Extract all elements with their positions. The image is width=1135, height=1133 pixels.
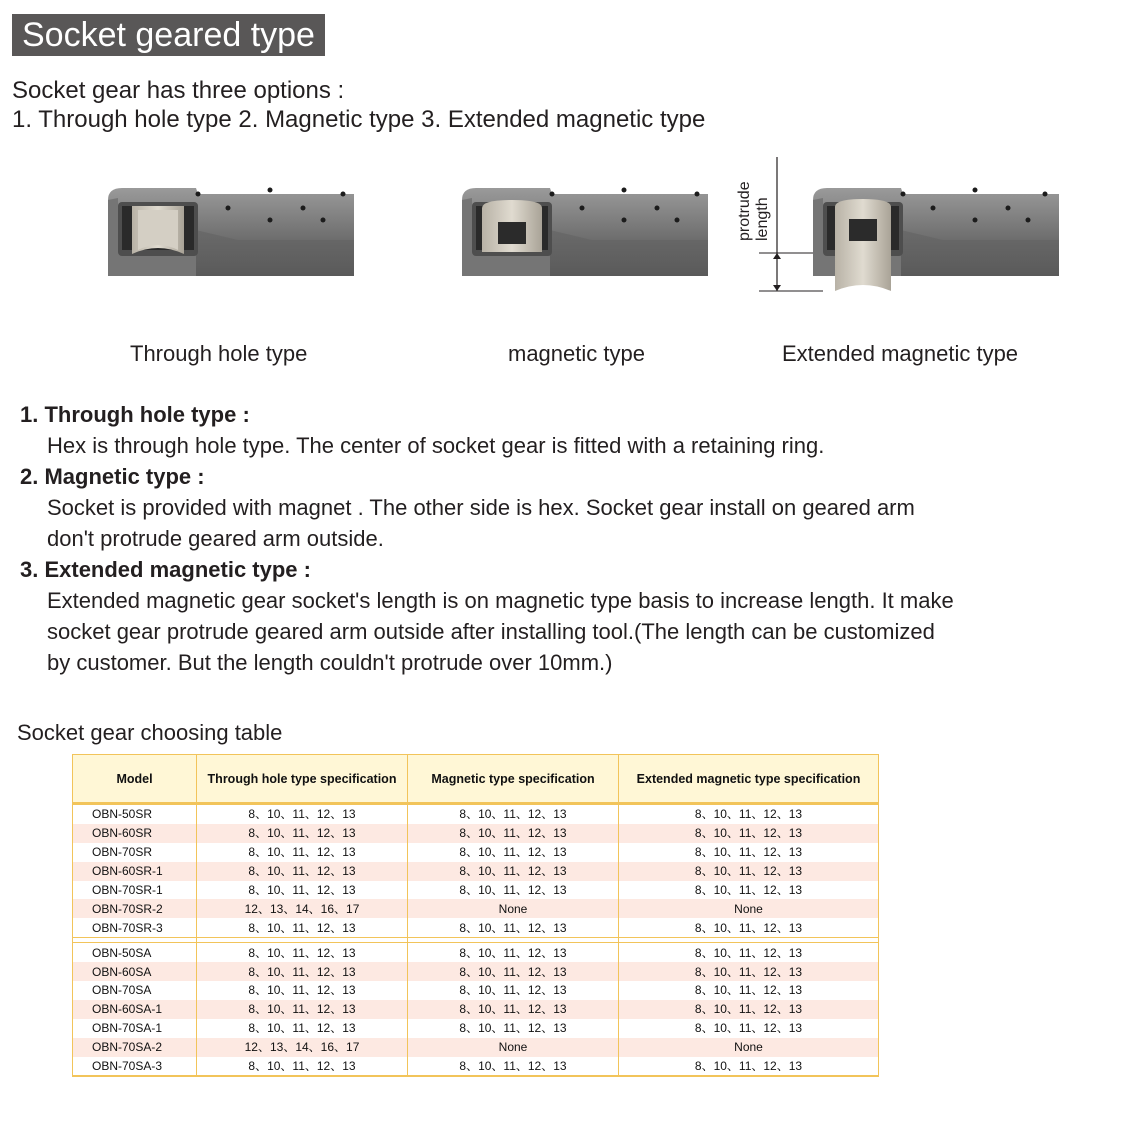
socket-gear-table bbox=[72, 754, 878, 1077]
table-title: Socket gear choosing table bbox=[17, 720, 283, 745]
desc-magnetic-line-1: Socket is provided with magnet . The other side is hex. Socket gear install on geared arm bbox=[47, 495, 915, 520]
cell-extended-magnetic: 8、10、11、12、13 bbox=[619, 881, 879, 900]
header-model: Model bbox=[73, 755, 197, 804]
cell-extended-magnetic: 8、10、11、12、13 bbox=[619, 843, 879, 862]
cell-model: OBN-70SA-1 bbox=[73, 1019, 197, 1038]
intro bbox=[12, 76, 705, 134]
cell-through-hole: 8、10、11、12、13 bbox=[197, 918, 408, 937]
extended-magnetic-figure bbox=[733, 155, 1063, 300]
caption-magnetic: magnetic type bbox=[508, 341, 645, 366]
cell-through-hole: 8、10、11、12、13 bbox=[197, 962, 408, 981]
cell-extended-magnetic: 8、10、11、12、13 bbox=[619, 981, 879, 1000]
cell-magnetic: 8、10、11、12、13 bbox=[408, 1019, 619, 1038]
table-row bbox=[73, 881, 879, 900]
table-row bbox=[73, 1000, 879, 1019]
cell-through-hole: 8、10、11、12、13 bbox=[197, 804, 408, 824]
table-row bbox=[73, 843, 879, 862]
table-body bbox=[73, 804, 879, 1077]
cell-magnetic: None bbox=[408, 899, 619, 918]
cell-magnetic: 8、10、11、12、13 bbox=[408, 881, 619, 900]
desc-extended-line-1: Extended magnetic gear socket's length is on magnetic type basis to increase length. It make bbox=[47, 588, 954, 613]
cell-model: OBN-60SR-1 bbox=[73, 862, 197, 881]
cell-through-hole: 8、10、11、12、13 bbox=[197, 1019, 408, 1038]
cell-magnetic: None bbox=[408, 1038, 619, 1057]
protrude-label-1: protrude bbox=[736, 181, 753, 241]
table-row bbox=[73, 862, 879, 881]
table-row bbox=[73, 804, 879, 824]
desc-extended-line-3: by customer. But the length couldn't protrude over 10mm.) bbox=[47, 650, 613, 675]
through-hole-figure bbox=[108, 150, 358, 280]
cell-magnetic: 8、10、11、12、13 bbox=[408, 843, 619, 862]
cell-through-hole: 12、13、14、16、17 bbox=[197, 899, 408, 918]
cell-magnetic: 8、10、11、12、13 bbox=[408, 824, 619, 843]
cell-extended-magnetic: None bbox=[619, 1038, 879, 1057]
cell-model: OBN-70SR bbox=[73, 843, 197, 862]
table-row bbox=[73, 824, 879, 843]
type-descriptions bbox=[20, 399, 1120, 678]
cell-through-hole: 8、10、11、12、13 bbox=[197, 1000, 408, 1019]
cell-magnetic: 8、10、11、12、13 bbox=[408, 862, 619, 881]
heading-through-hole: 1. Through hole type : bbox=[20, 402, 250, 427]
magnetic-figure bbox=[462, 150, 712, 280]
cell-extended-magnetic: 8、10、11、12、13 bbox=[619, 943, 879, 962]
protrude-label-2: length bbox=[754, 197, 771, 241]
cell-extended-magnetic: 8、10、11、12、13 bbox=[619, 962, 879, 981]
cell-model: OBN-70SA bbox=[73, 981, 197, 1000]
desc-through-hole-line-1: Hex is through hole type. The center of socket gear is fitted with a retaining ring. bbox=[47, 433, 825, 458]
cell-magnetic: 8、10、11、12、13 bbox=[408, 1057, 619, 1077]
intro-line-2: 1. Through hole type 2. Magnetic type 3. Extended magnetic type bbox=[12, 106, 706, 133]
cell-magnetic: 8、10、11、12、13 bbox=[408, 1000, 619, 1019]
cell-magnetic: 8、10、11、12、13 bbox=[408, 804, 619, 824]
header-through-hole: Through hole type specification bbox=[197, 755, 408, 804]
cell-magnetic: 8、10、11、12、13 bbox=[408, 918, 619, 937]
cell-through-hole: 8、10、11、12、13 bbox=[197, 881, 408, 900]
table-header-row bbox=[73, 755, 879, 804]
header-extended-magnetic: Extended magnetic type specification bbox=[619, 755, 879, 804]
header-magnetic: Magnetic type specification bbox=[408, 755, 619, 804]
cell-extended-magnetic: 8、10、11、12、13 bbox=[619, 1019, 879, 1038]
cell-through-hole: 12、13、14、16、17 bbox=[197, 1038, 408, 1057]
heading-magnetic: 2. Magnetic type : bbox=[20, 464, 205, 489]
cell-through-hole: 8、10、11、12、13 bbox=[197, 862, 408, 881]
intro-line-1: Socket gear has three options : bbox=[12, 77, 345, 104]
cell-model: OBN-70SR-1 bbox=[73, 881, 197, 900]
cell-extended-magnetic: 8、10、11、12、13 bbox=[619, 824, 879, 843]
table-row bbox=[73, 981, 879, 1000]
cell-extended-magnetic: 8、10、11、12、13 bbox=[619, 804, 879, 824]
caption-extended-magnetic: Extended magnetic type bbox=[782, 341, 1019, 366]
cell-through-hole: 8、10、11、12、13 bbox=[197, 943, 408, 962]
table-row bbox=[73, 918, 879, 937]
table-row bbox=[73, 1038, 879, 1057]
cell-through-hole: 8、10、11、12、13 bbox=[197, 981, 408, 1000]
desc-magnetic-line-2: don't protrude geared arm outside. bbox=[47, 526, 384, 551]
table-row bbox=[73, 1057, 879, 1077]
cell-through-hole: 8、10、11、12、13 bbox=[197, 824, 408, 843]
cell-extended-magnetic: 8、10、11、12、13 bbox=[619, 918, 879, 937]
table-row bbox=[73, 962, 879, 981]
cell-through-hole: 8、10、11、12、13 bbox=[197, 1057, 408, 1077]
cell-magnetic: 8、10、11、12、13 bbox=[408, 962, 619, 981]
cell-extended-magnetic: 8、10、11、12、13 bbox=[619, 1057, 879, 1077]
cell-extended-magnetic: None bbox=[619, 899, 879, 918]
table-row bbox=[73, 1019, 879, 1038]
cell-model: OBN-60SR bbox=[73, 824, 197, 843]
cell-magnetic: 8、10、11、12、13 bbox=[408, 981, 619, 1000]
table-row bbox=[73, 943, 879, 962]
caption-through-hole: Through hole type bbox=[130, 341, 308, 366]
cell-extended-magnetic: 8、10、11、12、13 bbox=[619, 862, 879, 881]
cell-model: OBN-70SR-2 bbox=[73, 899, 197, 918]
cell-magnetic: 8、10、11、12、13 bbox=[408, 943, 619, 962]
cell-model: OBN-50SR bbox=[73, 804, 197, 824]
cell-model: OBN-50SA bbox=[73, 943, 197, 962]
cell-through-hole: 8、10、11、12、13 bbox=[197, 843, 408, 862]
cell-model: OBN-60SA-1 bbox=[73, 1000, 197, 1019]
cell-model: OBN-70SR-3 bbox=[73, 918, 197, 937]
page-title: Socket geared type bbox=[12, 14, 325, 56]
cell-extended-magnetic: 8、10、11、12、13 bbox=[619, 1000, 879, 1019]
table-row bbox=[73, 899, 879, 918]
cell-model: OBN-70SA-2 bbox=[73, 1038, 197, 1057]
desc-extended-line-2: socket gear protrude geared arm outside after installing tool.(The length can be customized bbox=[47, 619, 935, 644]
cell-model: OBN-70SA-3 bbox=[73, 1057, 197, 1077]
cell-model: OBN-60SA bbox=[73, 962, 197, 981]
heading-extended-magnetic: 3. Extended magnetic type : bbox=[20, 557, 311, 582]
